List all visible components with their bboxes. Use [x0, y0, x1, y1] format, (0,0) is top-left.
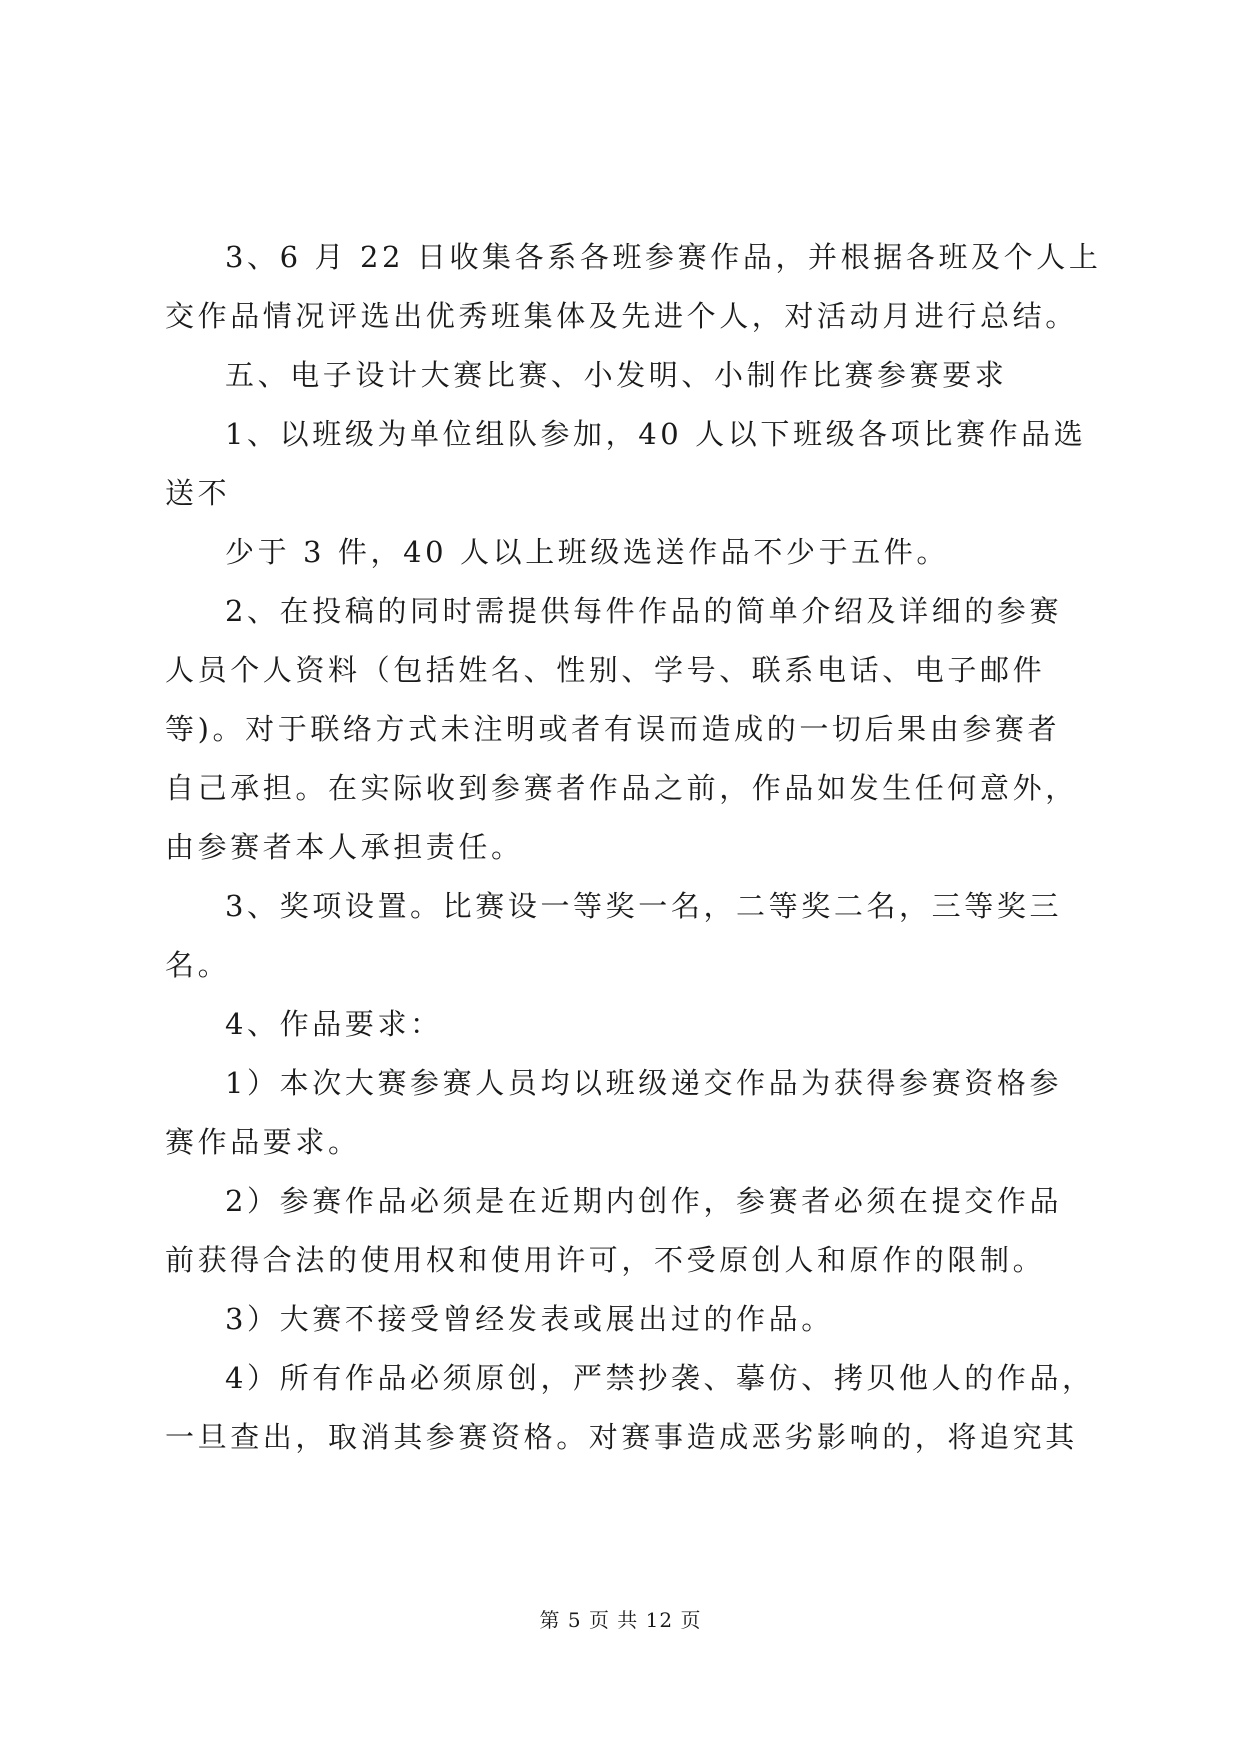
text-line: 2、在投稿的同时需提供每件作品的简单介绍及详细的参赛	[225, 594, 1063, 628]
document-body	[165, 228, 1102, 1467]
text-line: 送不	[165, 476, 231, 510]
text-line: 自己承担。在实际收到参赛者作品之前，作品如发生任何意外，	[165, 771, 1078, 805]
text-line: 3、6 月 22 日收集各系各班参赛作品，并根据各班及个人上	[225, 240, 1102, 274]
text-line: 4、作品要求：	[225, 1007, 443, 1041]
text-line: 由参赛者本人承担责任。	[165, 830, 524, 864]
text-line: 少于 3 件，40 人以上班级选送作品不少于五件。	[225, 535, 950, 569]
text-line: 等)。对于联络方式未注明或者有误而造成的一切后果由参赛者	[165, 712, 1061, 746]
section-heading: 五、电子设计大赛比赛、小发明、小制作比赛参赛要求	[225, 358, 1008, 392]
text-line: 人员个人资料（包括姓名、性别、学号、联系电话、电子邮件	[165, 653, 1046, 687]
text-line: 名。	[165, 948, 231, 982]
text-line: 赛作品要求。	[165, 1125, 361, 1159]
text-line: 2）参赛作品必须是在近期内创作，参赛者必须在提交作品	[225, 1184, 1063, 1218]
text-line: 3、奖项设置。比赛设一等奖一名，二等奖二名，三等奖三	[225, 889, 1063, 923]
text-line: 3）大赛不接受曾经发表或展出过的作品。	[225, 1302, 834, 1336]
text-line: 交作品情况评选出优秀班集体及先进个人，对活动月进行总结。	[165, 299, 1078, 333]
page-number-footer: 第 5 页 共 12 页	[539, 1608, 702, 1632]
text-line: 前获得合法的使用权和使用许可，不受原创人和原作的限制。	[165, 1243, 1046, 1277]
text-line: 4）所有作品必须原创，严禁抄袭、摹仿、拷贝他人的作品，	[225, 1361, 1095, 1395]
text-line: 一旦查出，取消其参赛资格。对赛事造成恶劣影响的，将追究其	[165, 1420, 1078, 1454]
text-line: 1）本次大赛参赛人员均以班级递交作品为获得参赛资格参	[225, 1066, 1063, 1100]
text-line: 1、以班级为单位组队参加，40 人以下班级各项比赛作品选	[225, 417, 1087, 451]
